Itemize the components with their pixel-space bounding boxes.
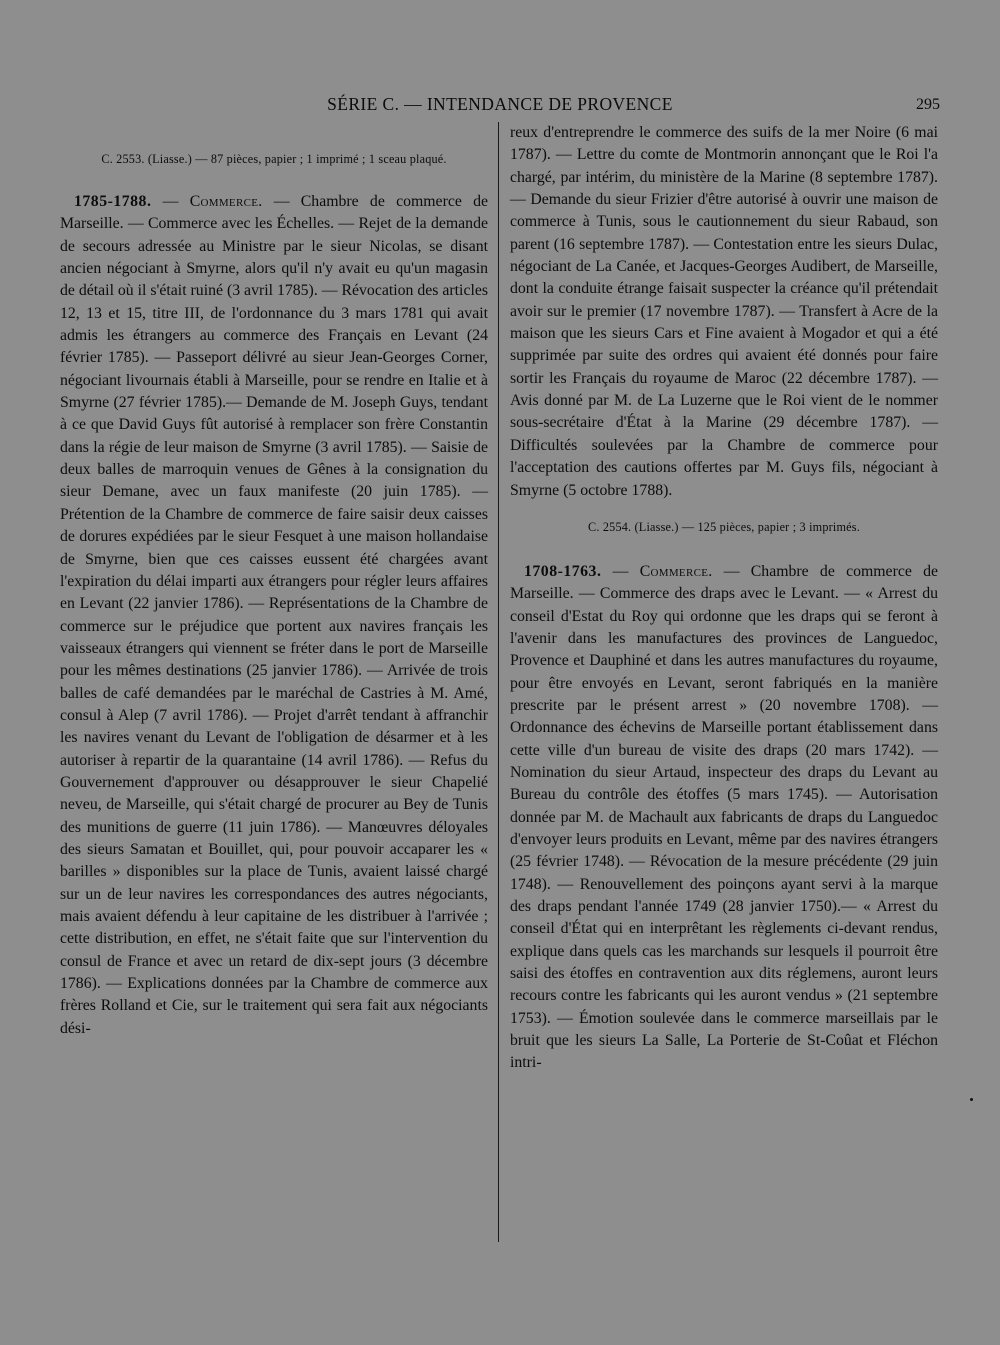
cote-c2554: C. 2554. (Liasse.) — 125 pièces, papier ; 3 imprimés.	[588, 519, 860, 534]
entry-c2554	[510, 561, 938, 1075]
left-column	[60, 122, 488, 1040]
margin-speck	[970, 1098, 973, 1101]
entry-paragraph	[60, 191, 488, 1040]
entry-c2553	[60, 191, 488, 1040]
entry-rubric: Commerce.	[639, 562, 713, 580]
entry-dash: —	[601, 562, 640, 580]
running-title: SÉRIE C. — INTENDANCE DE PROVENCE	[327, 94, 673, 114]
entry-dates: 1785-1788.	[74, 193, 152, 210]
entry-paragraph	[510, 561, 938, 1075]
entry-text: — Chambre de commerce de Marseille. — Commerce des draps avec le Levant. — « Arrest du conseil d'Estat du Roy qui ordonne que les draps qui se feront à l'avenir dans les manufactures des provinces de Languedoc, Provence et Dauphiné et dans les autres manufactures du royaume, pour être envoyés en Levant, seront fabriqués en la manière prescrite par le présent arrest » (20 novembre 1708). — Ordonnance des échevins de Marseille portant établissement dans cette ville d'un bureau de visite des draps (20 mars 1742). — Nomination du sieur Artaud, inspecteur des draps du Levant au Bureau du contrôle des étoffes (5 mars 1745). — Autorisation donnée par M. de Machault aux fabricants de draps du Languedoc d'envoyer leurs produits en Levant, même par des navires étrangers (25 février 1748). — Révocation de la mesure précédente (29 juin 1748). — Renouvellement des poinçons ayant servi à la marque des draps pendant l'année 1749 (28 janvier 1750).— « Arrest du conseil d'État qui en interprêtant les règlements ci-devant rendus, explique dans quels cas les marchands sur lesquels il pourroit être saisi des étoffes en contravention aux dits réglemens, auront leurs recours contre les fabricants qui les auront vendus » (21 septembre 1753). — Émotion soulevée dans le commerce marseillais par le bruit que les sieurs La Salle, La Porterie de St-Coûat et Fléchon intri-	[510, 562, 938, 1072]
column-divider	[498, 122, 499, 1242]
entry-rubric: Commerce.	[189, 193, 263, 210]
entry-dash: —	[151, 193, 190, 210]
continued-text: reux d'entreprendre le commerce des suifs de la mer Noire (6 mai 1787). — Lettre du comte de Montmorin annonçant que le Roi l'a chargé, par intérim, du ministère de la Marine (8 septembre 1787). — Demande du sieur Frizier d'être autorisé à ouvrir une maison de commerce à Tunis, sous le cautionnement du sieur Rabaud, son parent (16 septembre 1787). — Contestation entre les sieurs Dulac, négociant de La Canée, et Jacques-Georges Audibert, de Marseille, dont la conduite étrange faisait suspecter la créance qu'il prétendait avoir sur le premier (17 novembre 1787). — Transfert à Acre de la maison que les sieurs Cars et Fine avaient à Mogador et qui a été supprimée par suite des ordres qui avaient été donnés pour faire sortir les Français du royaume de Maroc (22 décembre 1787). — Avis donné par M. de La Luzerne que le Roi vient de le nommer sous-secrétaire d'État à la Marine (29 décembre 1787). — Difficultés soulevées par la Chambre de commerce pour l'acceptation des cautions offertes par M. Guys fils, négociant à Smyrne (5 octobre 1788).	[510, 124, 938, 499]
right-column	[510, 122, 938, 1075]
page-number: 295	[916, 96, 940, 113]
cote-c2553: C. 2553. (Liasse.) — 87 pièces, papier ; 1 imprimé ; 1 sceau plaqué.	[101, 152, 447, 166]
entry-dates: 1708-1763.	[524, 562, 602, 580]
entry-text: — Chambre de commerce de Marseille. — Commerce avec les Échelles. — Rejet de la demande de secours adressée au Ministre par le sieur Nicolas, se disant ancien négociant à Smyrne, alors qu'il n'y avait eu qu'un magasin de détail où il s'était ruiné (3 avril 1785). — Révocation des articles 12, 13 et 15, titre III, de l'ordonnance du 3 mars 1781 qui avait admis les étrangers au commerce des Français en Levant (24 février 1785). — Passeport délivré au sieur Jean-Georges Corner, négociant livournais établi à Marseille, pour se rendre en Italie et à Smyrne (27 février 1785).— Demande de M. Joseph Guys, tendant à ce que David Guys fût autorisé à remplacer son frère Constantin dans la régie de leur maison de Smyrne (3 avril 1785). — Saisie de deux balles de marroquin venues de Gênes à la consignation du sieur Demane, avec un faux manifeste (20 juin 1785). — Prétention de la Chambre de commerce de faire saisir deux caisses de dorures expédiées par le sieur Fesquet à une maison hollandaise de Smyrne, bien que ces caisses eussent été chargées avant l'expiration du délai imparti aux étrangers pour régler leurs affaires en Levant (22 janvier 1786). — Représentations de la Chambre de commerce sur le préjudice que portent aux navires français les vaisseaux étrangers qui viennent se fréter dans le port de Marseille pour les mêmes destinations (25 janvier 1786). — Arrivée de trois balles de café demandées par le maréchal de Castries à M. Amé, consul à Alep (7 avril 1786). — Projet d'arrêt tendant à affranchir les navires venant du Levant de l'obligation de désarmer et à les autoriser à repartir de la quarantaine (14 avril 1786). — Refus du Gouvernement d'approuver ou désapprouver le sieur Chapelié neveu, de Marseille, qui s'était chargé de procurer au Bey de Tunis des munitions de guerre (11 juin 1786). — Manœuvres déloyales des sieurs Samatan et Bouillet, qui, pour pouvoir accaparer les « barilles » disponibles sur la place de Tunis, avaient laissé chargé sur un de leur navires les correspondances des autres négociants, mais avaient défendu à leur capitaine de les distribuer à l'arrivée ; cette distribution, en effet, ne s'était faite que sur l'intervention du consul de France et avec un retard de dix-sept jours (3 décembre 1786). — Explications données par la Chambre de commerce aux frères Rolland et Cie, sur le traitement qui sera fait aux négociants dési-	[60, 193, 488, 1037]
page-header	[60, 94, 940, 122]
